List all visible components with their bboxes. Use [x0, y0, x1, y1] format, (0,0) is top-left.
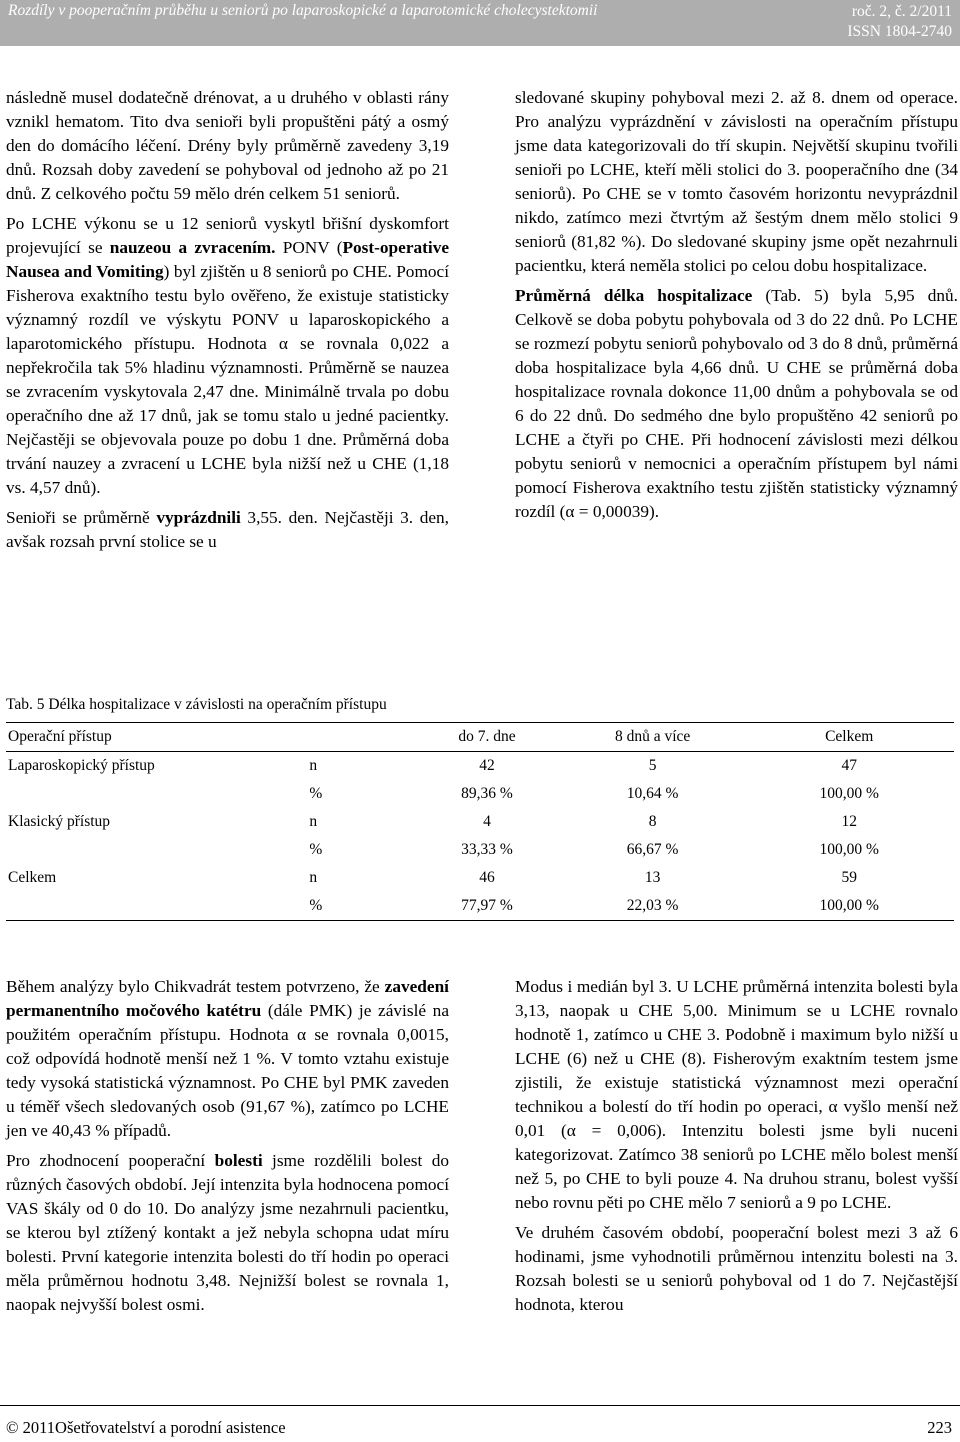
footer-divider — [0, 1405, 960, 1406]
text-column-bottom-right — [515, 975, 958, 1317]
table-header-cell: Celkem — [825, 728, 874, 745]
table-cell: 89,36 % — [461, 785, 513, 802]
text-run: Po LCHE výkonu se u 12 seniorů vyskytl břišní dyskomfort projevující se — [6, 214, 449, 257]
table-cell: 42 — [479, 757, 495, 774]
paragraph — [6, 212, 449, 500]
table-cell: % — [309, 841, 323, 858]
text-column-top-right — [515, 86, 958, 524]
table-cell: 5 — [648, 757, 657, 774]
journal-issue-info — [847, 2, 952, 42]
text-run: 3,55. den. Nejčastěji 3. den, avšak rozsah první stolice se u — [6, 508, 449, 551]
table-body — [6, 752, 954, 921]
text-run: Senioři se průměrně — [6, 508, 157, 527]
text-column-top-left — [6, 86, 449, 554]
text-column-bottom-left — [6, 975, 449, 1317]
hospitalization-table — [6, 722, 954, 921]
table-cell: 13 — [644, 869, 661, 886]
text-run: (Tab. 5) byla 5,95 dnů. Celkově se doba pobytu pohybovala od 3 do 22 dnů. Po LCHE se rozmezí pobytu seniorů pohybovalo od 3 do 8 dnů, průměrná doba hospitalizace byla 4,66 dnů. U CHE se průměrná doba hospitalizace rovnala dokonce 11,00 dnům a pohybovala se od 6 do 22 dnů. Do sedmého dne bylo propuštěno 42 seniorů po LCHE a čtyři po CHE. Při hodnocení závislosti mezi délkou pobytu seniorů v nemocnici a operačním přístupem byl námi pomocí Fisherova exaktního testu zjištěn statisticky významný rozdíl (α = 0,00039). — [515, 286, 958, 521]
bold-term: Průměrná délka hospitalizace — [515, 286, 753, 305]
table-cell: 4 — [483, 813, 491, 830]
bold-term: nauzeou a zvracením. — [109, 238, 276, 257]
text-run: ) byl zjištěn u 8 seniorů po CHE. Pomocí Fisherova exaktního testu bylo ověřeno, že existuje statisticky významný rozdíl ve výskytu PONV u laparoskopického a laparotomického přístupu. Hodnota α se rovnala 0,022 a nepřekročila tak 5% hladinu významnosti. Průměrně se nauzea se zvracením vyskytovala 2,47 dne. Minimálně trvala po dobu operačního dne až 17 dnů, jak se tomu stalo u jedné pacientky. Nejčastěji se objevovala pouze po dobu 1 dne. Průměrná doba trvání nauzey a zvracení u LCHE byla nižší než u CHE (1,18 vs. 4,57 dnů). — [6, 262, 449, 497]
text-run: jsme rozdělili bolest do různých časových období. Její intenzita byla hodnocena pomocí VAS škály od 0 do 10. Do analýzy jsme nezahrnuli pacientku, se kterou byl ztížený kontakt a jež nebyla schopna udat míru bolesti. První kategorie intenzita bolesti do tří hodin po operaci měla průměrnou hodnotu 3,48. Nejnižší bolest se rovnala 1, naopak nejvyšší bolest osmi. — [6, 1151, 449, 1314]
table-cell: n — [309, 869, 318, 886]
table-cell: % — [309, 785, 323, 802]
paragraph — [6, 506, 449, 554]
footer-copyright: © 2011Ošetřovatelství a porodní asistence — [6, 1418, 286, 1437]
table-caption: Tab. 5 Délka hospitalizace v závislosti na operačním přístupu — [6, 696, 387, 713]
table-cell: 47 — [841, 757, 857, 774]
table-row — [6, 864, 954, 892]
table-cell: 66,67 % — [626, 841, 679, 858]
table-row — [6, 836, 954, 864]
table-row — [6, 892, 954, 921]
table-cell: 12 — [841, 813, 857, 830]
paragraph: následně musel dodatečně drénovat, a u druhého v oblasti rány vznikl hematom. Tito dva senioři byli propuštěni pátý a osmý den do domácího léčení. Drény byly průměrně zavedeny 3,19 dnů. Rozsah doby zavedení se pohyboval od jednoho až po 21 dnů. Z celkového počtu 59 mělo drén celkem 51 seniorů. — [6, 88, 449, 203]
table-header-cell: 8 dnů a více — [614, 728, 691, 745]
bold-term: bolesti — [214, 1151, 263, 1170]
table-cell: 100,00 % — [819, 785, 879, 802]
table-cell: 77,97 % — [461, 897, 513, 914]
text-run: Pro zhodnocení pooperační — [6, 1151, 215, 1170]
table-cell: 33,33 % — [461, 841, 513, 858]
text-run: Během analýzy bylo Chikvadrát testem potvrzeno, že — [6, 977, 385, 996]
table-header-row — [6, 723, 954, 752]
table-cell: 46 — [479, 869, 495, 886]
table-row — [6, 752, 954, 781]
table-cell: n — [309, 757, 318, 774]
table-cell — [6, 780, 309, 808]
bold-term: Post-operative Nausea and Vomiting — [6, 238, 449, 281]
table-row — [6, 808, 954, 836]
table-header-cell: Operační přístup — [8, 728, 112, 745]
table-cell: 100,00 % — [819, 841, 879, 858]
paragraph — [6, 1149, 449, 1317]
bold-term: vyprázdnili — [156, 508, 241, 527]
text-run: (dále PMK) je závislé na použitém operačním přístupu. Hodnota α se rovnala 0,0015, což odpovídá hodnotě menší než 1 %. V tomto vztahu existuje tedy vysoká statistická významnost. Po CHE byl PMK zaveden u téměř všech sledovaných osob (91,67 %), zatímco po LCHE jen ve 40,43 % případů. — [6, 1001, 449, 1140]
table-cell: Klasický přístup — [8, 813, 111, 830]
table-header-cell — [309, 723, 413, 752]
table-cell: Laparoskopický přístup — [8, 757, 155, 774]
table-cell: 100,00 % — [819, 897, 879, 914]
table-header-cell: do 7. dne — [458, 728, 516, 745]
table-cell: 59 — [841, 869, 857, 886]
issue-number: roč. 2, č. 2/2011 — [851, 3, 952, 20]
table-cell: n — [309, 813, 318, 830]
table-cell: % — [309, 897, 323, 914]
paragraph — [515, 284, 958, 524]
paragraph: sledované skupiny pohyboval mezi 2. až 8. dnem od operace. Pro analýzu vyprázdnění v závislosti na operačním přístupu jsme data kategorizovali do tří skupin. Největší skupinu tvořili senioři po LCHE, kteří měli stolici do 3. pooperačního dne (34 seniorů). Po CHE se v tomto časovém horizontu nevyprázdnil nikdo, zatímco mezi čtvrtým až šestým dnem mělo stolici 9 seniorů (81,82 %). Do sledované skupiny jsme opět nezahrnuli pacientku, která neměla stolici po celou dobu hospitalizace. — [515, 88, 958, 275]
table-cell — [6, 892, 309, 921]
paragraph — [6, 975, 449, 1143]
paragraph: Ve druhém časovém období, pooperační bolest mezi 3 až 6 hodinami, jsme vyhodnotili průměrnou intenzitu bolesti na 3. Rozsah bolesti se u seniorů pohyboval od 1 do 7. Nejčastější hodnota, kterou — [515, 1223, 958, 1314]
journal-header — [0, 0, 960, 46]
table-cell: 22,03 % — [626, 897, 679, 914]
table-cell — [6, 836, 309, 864]
issn: ISSN 1804-2740 — [847, 23, 952, 40]
page-number: 223 — [927, 1418, 952, 1437]
bold-term: zavedení permanentního močového katétru — [6, 977, 449, 1020]
table-cell: 8 — [648, 813, 657, 830]
table-cell: 10,64 % — [626, 785, 679, 802]
table-cell: Celkem — [8, 869, 57, 886]
paragraph: Modus i medián byl 3. U LCHE průměrná intenzita bolesti byla 3,13, naopak u CHE 5,00. Minimum se u LCHE rovnalo hodnotě 1, zatímco u CHE 3. Podobně i maximum bylo nižší u LCHE (6) než u CHE (8). Fisherovým exaktním testem jsme zjistili, že existuje statistická významnost mezi operační technikou a bolestí do tří hodin po operaci, α vyšlo menší než 0,01 (α = 0,006). Intenzitu bolesti jsme byli nuceni kategorizovat. Zatímco 38 seniorů po LCHE mělo bolest menší než 5, po CHE to byli pouze 4. Na druhou stranu, bolest vyšší nebo rovnu pěti po CHE mělo 7 seniorů a 9 po LCHE. — [515, 977, 958, 1212]
table-row — [6, 780, 954, 808]
article-running-title: Rozdíly v pooperačním průběhu u seniorů po laparoskopické a laparotomické cholecystektomii — [8, 2, 598, 19]
text-run: PONV ( — [275, 238, 343, 257]
